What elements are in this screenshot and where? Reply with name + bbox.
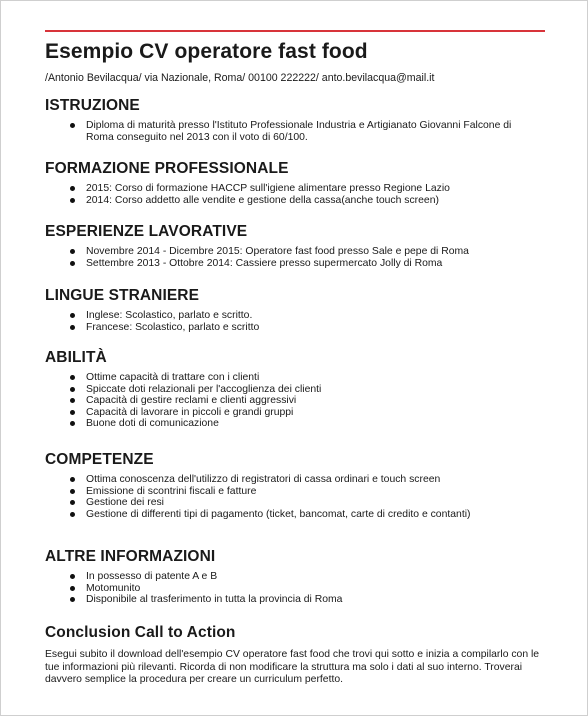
section-heading: ESPERIENZE LAVORATIVE [45,223,248,240]
section-istruzione [45,96,545,143]
list-item: Buone doti di comunicazione [45,418,545,430]
section-heading: ISTRUZIONE [45,97,140,114]
bullet-list [45,246,545,269]
section-heading: Conclusion Call to Action [45,624,236,641]
list-item: Emissione di scontrini fiscali e fatture [45,486,545,498]
header-accent-line [45,30,545,32]
bullet-list [45,372,545,430]
section-heading: ABILITÀ [45,349,107,366]
bullet-list [45,183,545,206]
section-esperienze-lavorative [45,222,545,269]
list-item: In possesso di patente A e B [45,571,545,583]
section-heading: FORMAZIONE PROFESSIONALE [45,160,289,177]
section-lingue-straniere [45,286,545,333]
list-item: Capacità di gestire reclami e clienti aggressivi [45,395,545,407]
list-item: Disponibile al trasferimento in tutta la provincia di Roma [45,594,545,606]
list-item: 2015: Corso di formazione HACCP sull'igiene alimentare presso Regione Lazio [45,183,545,195]
section-heading: COMPETENZE [45,451,154,468]
list-item: Ottima conoscenza dell'utilizzo di registratori di cassa ordinari e touch screen [45,474,545,486]
bullet-list [45,571,545,606]
list-item: Capacità di lavorare in piccoli e grandi gruppi [45,407,545,419]
list-item: Novembre 2014 - Dicembre 2015: Operatore fast food presso Sale e pepe di Roma [45,246,545,258]
list-item: Francese: Scolastico, parlato e scritto [45,322,545,334]
list-item: Inglese: Scolastico, parlato e scritto. [45,310,545,322]
conclusion-text: Esegui subito il download dell'esempio CV operatore fast food che trovi qui sotto e inizia a compilarlo con le tue informazioni più rilevanti. Ricorda di non modificare la struttura ma solo i dati al suo interno. Troverai davvero semplice la procedura per creare un curriculum perfetto. [45,649,540,685]
section-conclusion [45,623,545,687]
section-formazione-professionale [45,159,545,206]
section-altre-informazioni [45,547,545,606]
list-item: Gestione dei resi [45,497,545,509]
list-item: Gestione di differenti tipi di pagamento (ticket, bancomat, carte di credito e contanti) [45,509,526,521]
section-competenze [45,450,545,520]
list-item: Spiccate doti relazionali per l'accoglienza dei clienti [45,384,545,396]
section-heading: LINGUE STRANIERE [45,287,200,304]
list-item: 2014: Corso addetto alle vendite e gestione della cassa(anche touch screen) [45,195,545,207]
list-item: Settembre 2013 - Ottobre 2014: Cassiere presso supermercato Jolly di Roma [45,258,545,270]
bullet-list [45,310,545,333]
list-item: Ottime capacità di trattare con i clienti [45,372,545,384]
bullet-list [45,120,545,143]
bullet-list [45,474,545,520]
list-item: Motomunito [45,583,545,595]
list-item: Diploma di maturità presso l'Istituto Professionale Industria e Artigianato Giovanni Falcone di Roma conseguito nel 2013 con il voto di 60/100. [45,120,516,143]
contact-line: /Antonio Bevilacqua/ via Nazionale, Roma/ 00100 222222/ anto.bevilacqua@mail.it [45,72,435,84]
cv-title: Esempio CV operatore fast food [45,40,368,63]
section-abilita [45,348,545,430]
section-heading: ALTRE INFORMAZIONI [45,548,216,565]
